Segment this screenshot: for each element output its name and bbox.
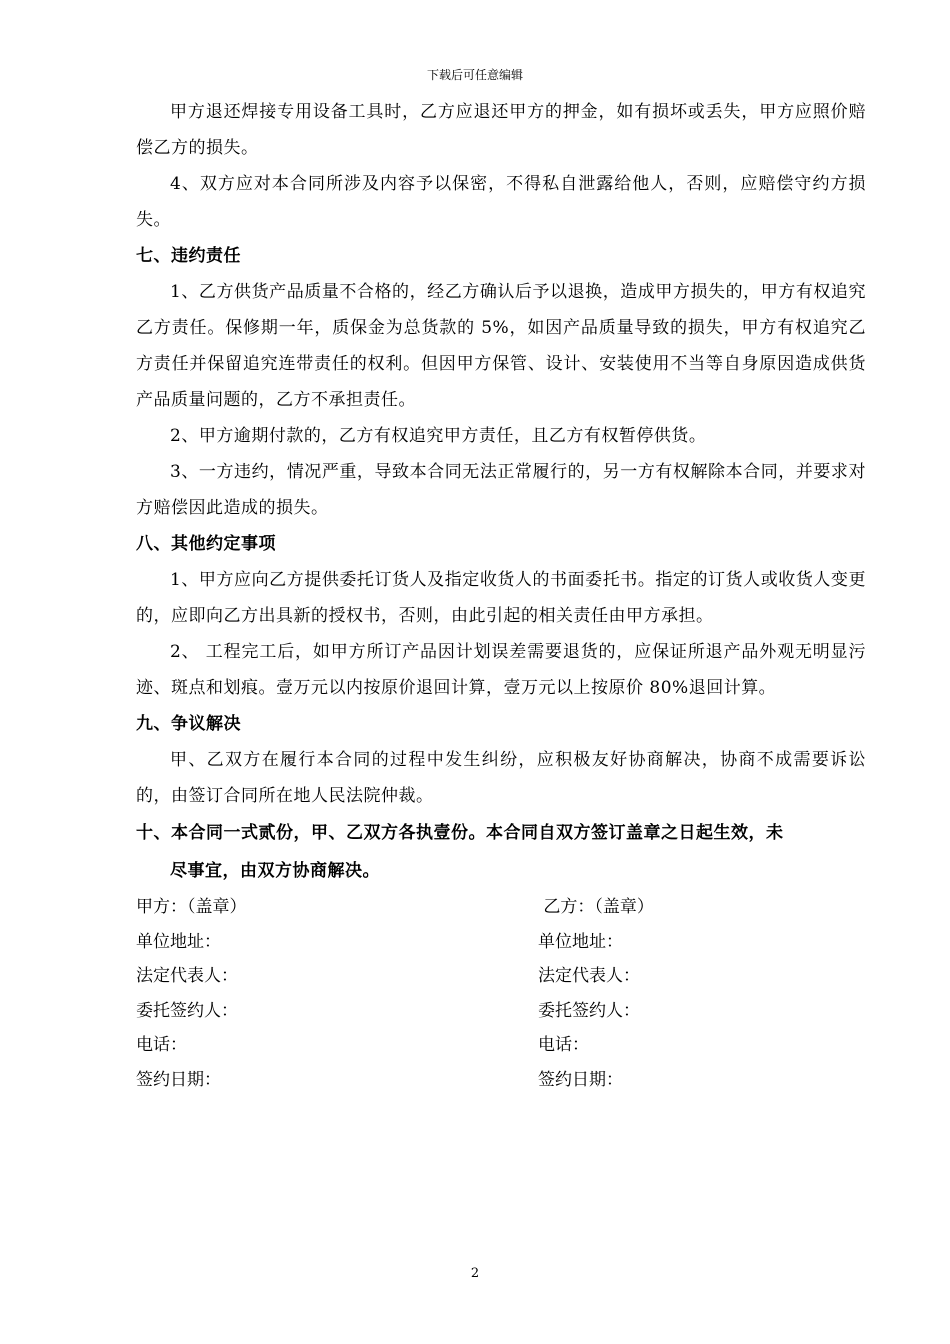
party-a-date-label: 签约日期： xyxy=(136,1069,221,1090)
party-a-seal-label: 甲方：（盖章） xyxy=(136,897,247,917)
copies-line-1: 十、本合同一式贰份，甲、乙双方各执壹份。本合同自双方签订盖章之日起生效，未 xyxy=(136,823,784,843)
signature-row xyxy=(136,994,866,1029)
signature-row xyxy=(136,959,866,994)
signature-row xyxy=(136,925,866,960)
copies-line-2: 尽事宜，由双方协商解决。 xyxy=(170,861,380,881)
contract-body xyxy=(136,94,866,1097)
breach-item-2: 2、甲方逾期付款的，乙方有权追究甲方责任，且乙方有权暂停供货。 xyxy=(170,426,707,446)
signature-row xyxy=(136,1028,866,1063)
page-header: 下载后可任意编辑 xyxy=(426,68,523,82)
party-a-address-label: 单位地址： xyxy=(136,931,221,952)
signature-row xyxy=(136,890,866,925)
other-terms-item-1: 1、甲方应向乙方提供委托订货人及指定收货人的书面委托书。指定的订货人或收货人变更的，应即向乙方出具新的授权书，否则，由此引起的相关责任由甲方承担。 xyxy=(136,570,866,626)
party-b-agent-label: 委托签约人： xyxy=(538,1000,640,1021)
signature-row xyxy=(136,1063,866,1098)
party-b-phone-label: 电话： xyxy=(538,1035,589,1055)
breach-item-3: 3、一方违约，情况严重，导致本合同无法正常履行的，另一方有权解除本合同，并要求对方赔偿因此造成的损失。 xyxy=(136,462,866,518)
party-b-seal-label: 乙方：（盖章） xyxy=(538,897,654,917)
section-heading-dispute: 九、争议解决 xyxy=(136,714,241,734)
party-b-legal-rep-label: 法定代表人： xyxy=(538,966,640,986)
other-terms-item-2: 2、 工程完工后，如甲方所订产品因计划误差需要退货的，应保证所退产品外观无明显污迹、斑点和划痕。壹万元以内按原价退回计算，壹万元以上按原价 80%退回计算。 xyxy=(136,642,866,698)
party-b-address-label: 单位地址： xyxy=(538,931,623,952)
section-heading-other-terms: 八、其他约定事项 xyxy=(136,534,276,554)
party-a-agent-label: 委托签约人： xyxy=(136,1000,238,1021)
party-a-phone-label: 电话： xyxy=(136,1035,187,1055)
dispute-text: 甲、乙双方在履行本合同的过程中发生纠纷，应积极友好协商解决，协商不成需要诉讼的，由签订合同所在地人民法院仲裁。 xyxy=(136,750,866,806)
signature-block xyxy=(136,890,866,1097)
party-b-date-label: 签约日期： xyxy=(538,1069,623,1090)
section-heading-breach: 七、违约责任 xyxy=(136,246,241,266)
section-heading-copies xyxy=(136,814,866,890)
paragraph-deposit-return: 甲方退还焊接专用设备工具时，乙方应退还甲方的押金，如有损坏或丢失，甲方应照价赔偿乙方的损失。 xyxy=(136,102,866,158)
breach-item-1: 1、乙方供货产品质量不合格的，经乙方确认后予以退换，造成甲方损失的，甲方有权追究乙方责任。保修期一年，质保金为总货款的 5%，如因产品质量导致的损失，甲方有权追究乙方责任并保留追究连带责任的权利。但因甲方保管、设计、安装使用不当等自身原因造成供货产品质量问题的，乙方不承担责任。 xyxy=(136,282,866,410)
paragraph-confidentiality: 4、双方应对本合同所涉及内容予以保密，不得私自泄露给他人，否则，应赔偿守约方损失。 xyxy=(136,174,866,230)
page-number: 2 xyxy=(470,1266,480,1281)
party-a-legal-rep-label: 法定代表人： xyxy=(136,966,238,986)
